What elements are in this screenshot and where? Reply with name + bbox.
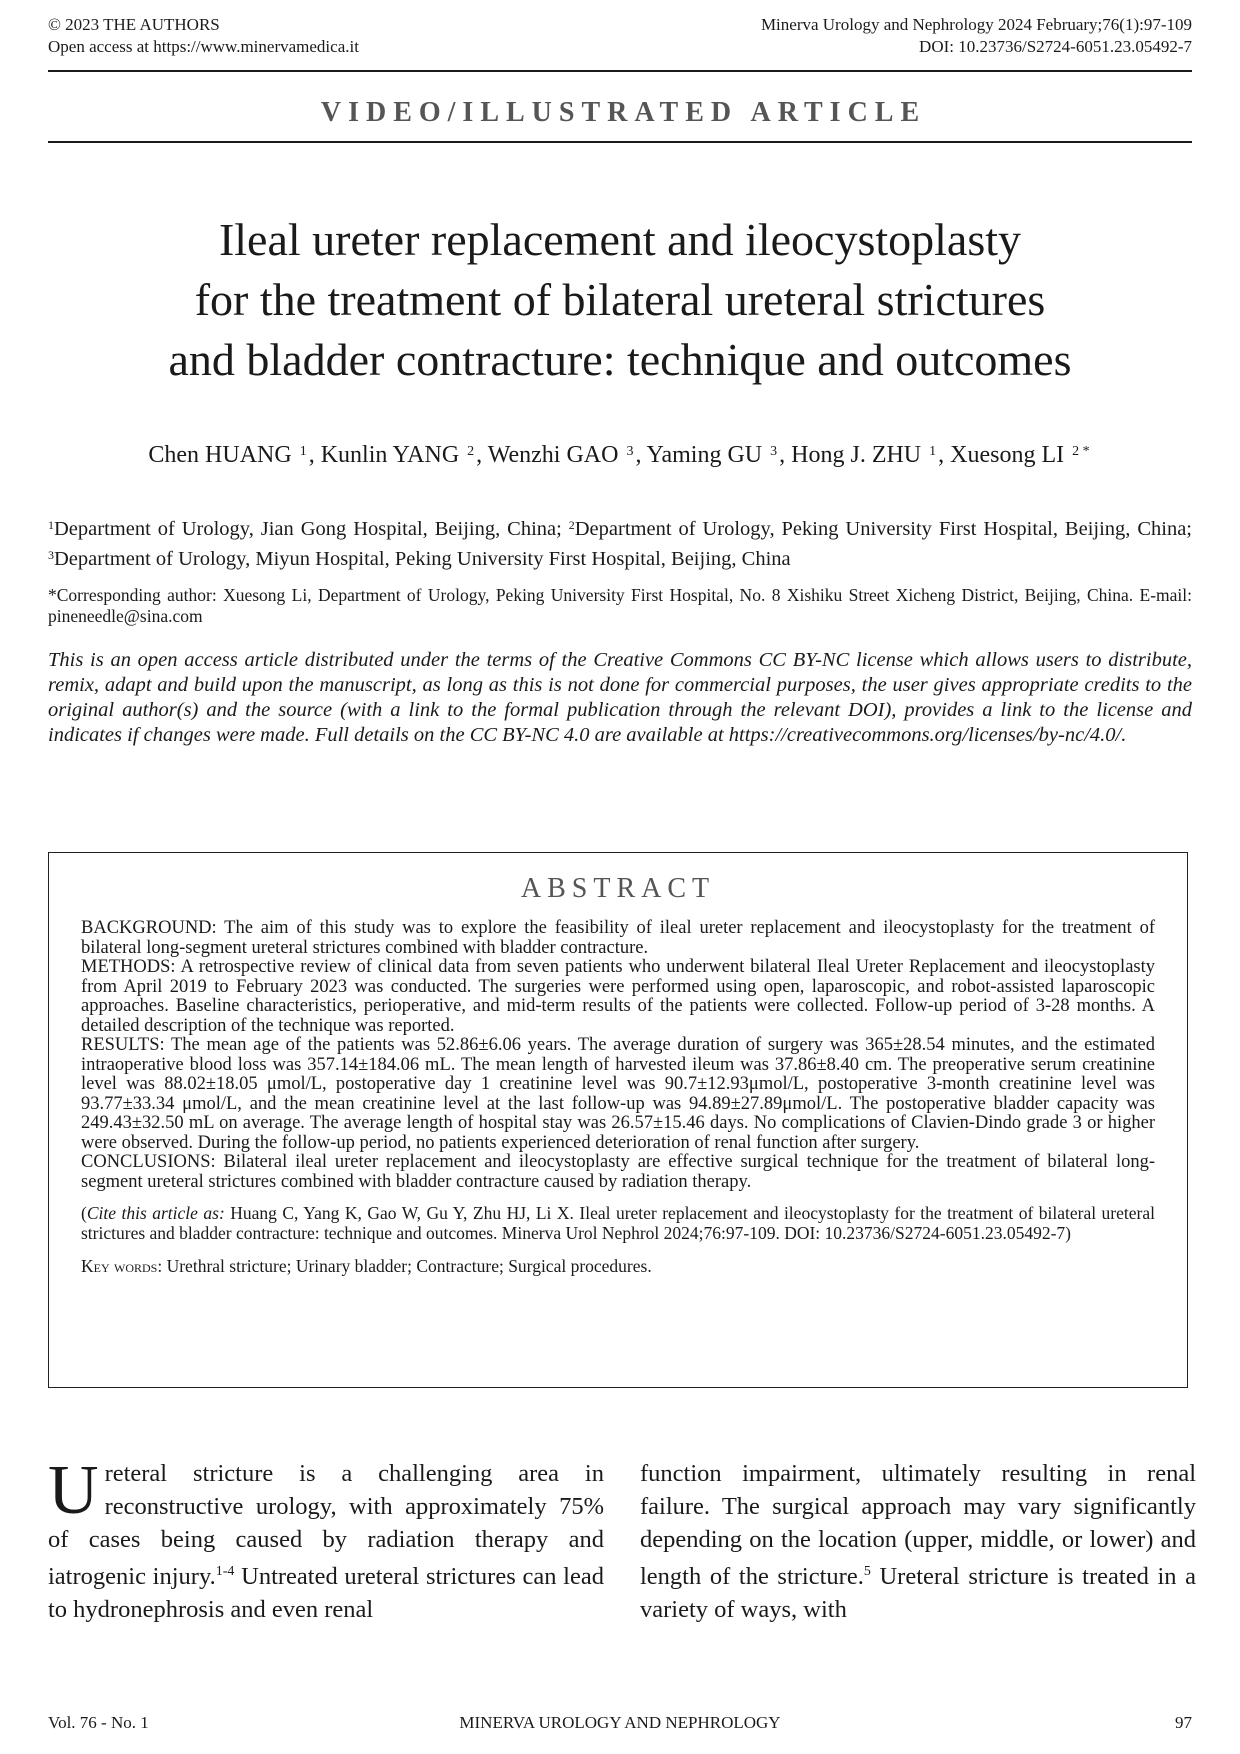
abstract-body [81,919,1155,1277]
title-line-1: Ileal ureter replacement and ileocystoplasty [218,214,1022,265]
open-access-link[interactable]: Open access at https://www.minervamedica.it [48,37,359,56]
article-title [48,210,1192,390]
author: Chen HUANG $^1$, [148,442,315,468]
affiliation: Department of Urology, Jian Gong Hospital, Beijing, China; [54,518,569,540]
affiliation: Department of Urology, Miyun Hospital, Peking University First Hospital, Beijing, China [54,548,791,570]
abstract-heading: ABSTRACT [520,873,716,904]
affiliations: $^1$Department of Urology, Jian Gong Hospital, Beijing, China; $^2$Department of Urology, Peking University First Hospital, Beijing, China; $^3$Department of Urology, Miyun Hospital, Peking University First Hospital, Beijing, China [48,518,1192,570]
keywords-label: Key words: [81,1256,163,1276]
title-line-2: for the treatment of bilateral ureteral strictures [194,274,1046,325]
author: Xuesong LI $^{2 *}$ [950,442,1090,468]
doi[interactable]: DOI: 10.23736/S2724-6051.23.05492-7 [919,37,1192,56]
body-column-left: Ureteral stricture is a challenging area in reconstructive urology, with approximately 75% of cases being caused by radiation therapy and iatrogenic injury.$^{1-4}$ Untreated ureteral strictures can lead to hydronephrosis and even renal [48,1452,604,1624]
volume-issue: Vol. 76 - No. 1 [48,1713,149,1732]
journal-citation: Minerva Urology and Nephrology 2024 February;76(1):97-109 [760,15,1192,34]
abstract-box [48,852,1188,1388]
author-list [48,442,1192,469]
body-column-right: function impairment, ultimately resulting in renal failure. The surgical approach may vary significantly depending on the location (upper, middle, or lower) and length of the stricture.$^5$ Ureteral stricture is treated in a variety of ways, with [640,1460,1196,1624]
author: Wenzhi GAO $^3$, [487,442,642,468]
reference[interactable]: 1-4 [215,1564,235,1580]
author: Hong J. ZHU $^1$, [791,442,945,468]
keywords [81,1257,1155,1277]
keywords-text: Urethral stricture; Urinary bladder; Contracture; Surgical procedures. [162,1256,652,1276]
author: Yaming GU $^3$, [646,442,786,468]
page-header-left [48,14,359,58]
reference[interactable]: 5 [863,1564,871,1580]
corresponding-author: *Corresponding author: Xuesong Li, Department of Urology, Peking University First Hospital, No. 8 Xishiku Street Xicheng District, Beijing, China. E-mail: pineneedle@sina.com [48,585,1192,626]
author: Kunlin YANG $^2$, [320,442,483,468]
cite-text: Huang C, Yang K, Gao W, Gu Y, Zhu HJ, Li X. Ileal ureter replacement and ileocystoplasty for the treatment of bilateral ureteral strictures and bladder contracture: technique and outcomes. Minerva Urol Nephrol 2024;76:97-109. DOI: 10.23736/S2724-6051.23.05492-7) [81,1203,1155,1243]
header-rule-top [48,70,1192,72]
drop-cap: U [48,1452,99,1529]
cite-label: Cite this article as: [86,1203,225,1223]
abstract-conclusions: CONCLUSIONS: Bilateral ileal ureter replacement and ileocystoplasty are effective surgical technique for the treatment of bilateral long-segment ureteral strictures combined with bladder contracture caused by radiation therapy. [81,1152,1155,1192]
copyright: © 2023 THE AUTHORS [48,15,220,34]
header-rule-bottom [48,141,1192,143]
abstract-methods: METHODS: A retrospective review of clinical data from seven patients who underwent bilateral Ileal Ureter Replacement and ileocystoplasty from April 2019 to February 2023 was conducted. The surgeries were performed using open, laparoscopic, and robot-assisted laparoscopic approaches. Baseline characteristics, perioperative, and mid-term results of the patients were collected. Follow-up period of 3-28 months. A detailed description of the technique was reported. [81,957,1155,1036]
page-header-right [761,14,1192,58]
page-number: 97 [1175,1713,1192,1732]
footer-journal: MINERVA UROLOGY AND NEPHROLOGY [459,1713,781,1732]
abstract-results: RESULTS: The mean age of the patients was 52.86±6.06 years. The average duration of surgery was 365±28.54 minutes, and the estimated intraoperative blood loss was 357.14±184.06 mL. The mean length of harvested ileum was 37.86±8.40 cm. The preoperative serum creatinine level was 88.02±18.05 μmol/L, postoperative day 1 creatinine level was 90.7±12.93μmol/L, postoperative 3-month creatinine level was 93.77±33.34 μmol/L, and the mean creatinine level at the last follow-up was 94.89±27.89μmol/L. The postoperative bladder capacity was 249.43±32.50 mL on average. The average length of hospital stay was 26.57±15.46 days. No complications of Clavien-Dindo grade 3 or higher were observed. During the follow-up period, no patients experienced deterioration of renal function after surgery. [81,1035,1155,1153]
affiliation: Department of Urology, Peking University First Hospital, Beijing, China; [574,518,1192,540]
citation: (Cite this article as: Huang C, Yang K, Gao W, Gu Y, Zhu HJ, Li X. Ileal ureter replacement and ileocystoplasty for the treatment of bilateral ureteral strictures and bladder contracture: technique and outcomes. Minerva Urol Nephrol 2024;76:97-109. DOI: 10.23736/S2724-6051.23.05492-7) [81,1203,1155,1243]
section-label: VIDEO/ILLUSTRATED ARTICLE [320,97,927,128]
abstract-background: BACKGROUND: The aim of this study was to explore the feasibility of ileal ureter replacement and ileocystoplasty for the treatment of bilateral long-segment ureteral strictures combined with bladder contracture. [81,918,1155,958]
title-line-3: and bladder contracture: technique and outcomes [168,334,1072,385]
license-statement: This is an open access article distributed under the terms of the Creative Commons CC BY-NC license which allows users to distribute, remix, adapt and build upon the manuscript, as long as this is not done for commercial purposes, the user gives appropriate credits to the original author(s) and the source (with a link to the formal publication through the relevant DOI), provides a link to the license and indicates if changes were made. Full details on the CC BY-NC 4.0 are available at https://creativecommons.org/licenses/by-nc/4.0/. [48,649,1192,746]
